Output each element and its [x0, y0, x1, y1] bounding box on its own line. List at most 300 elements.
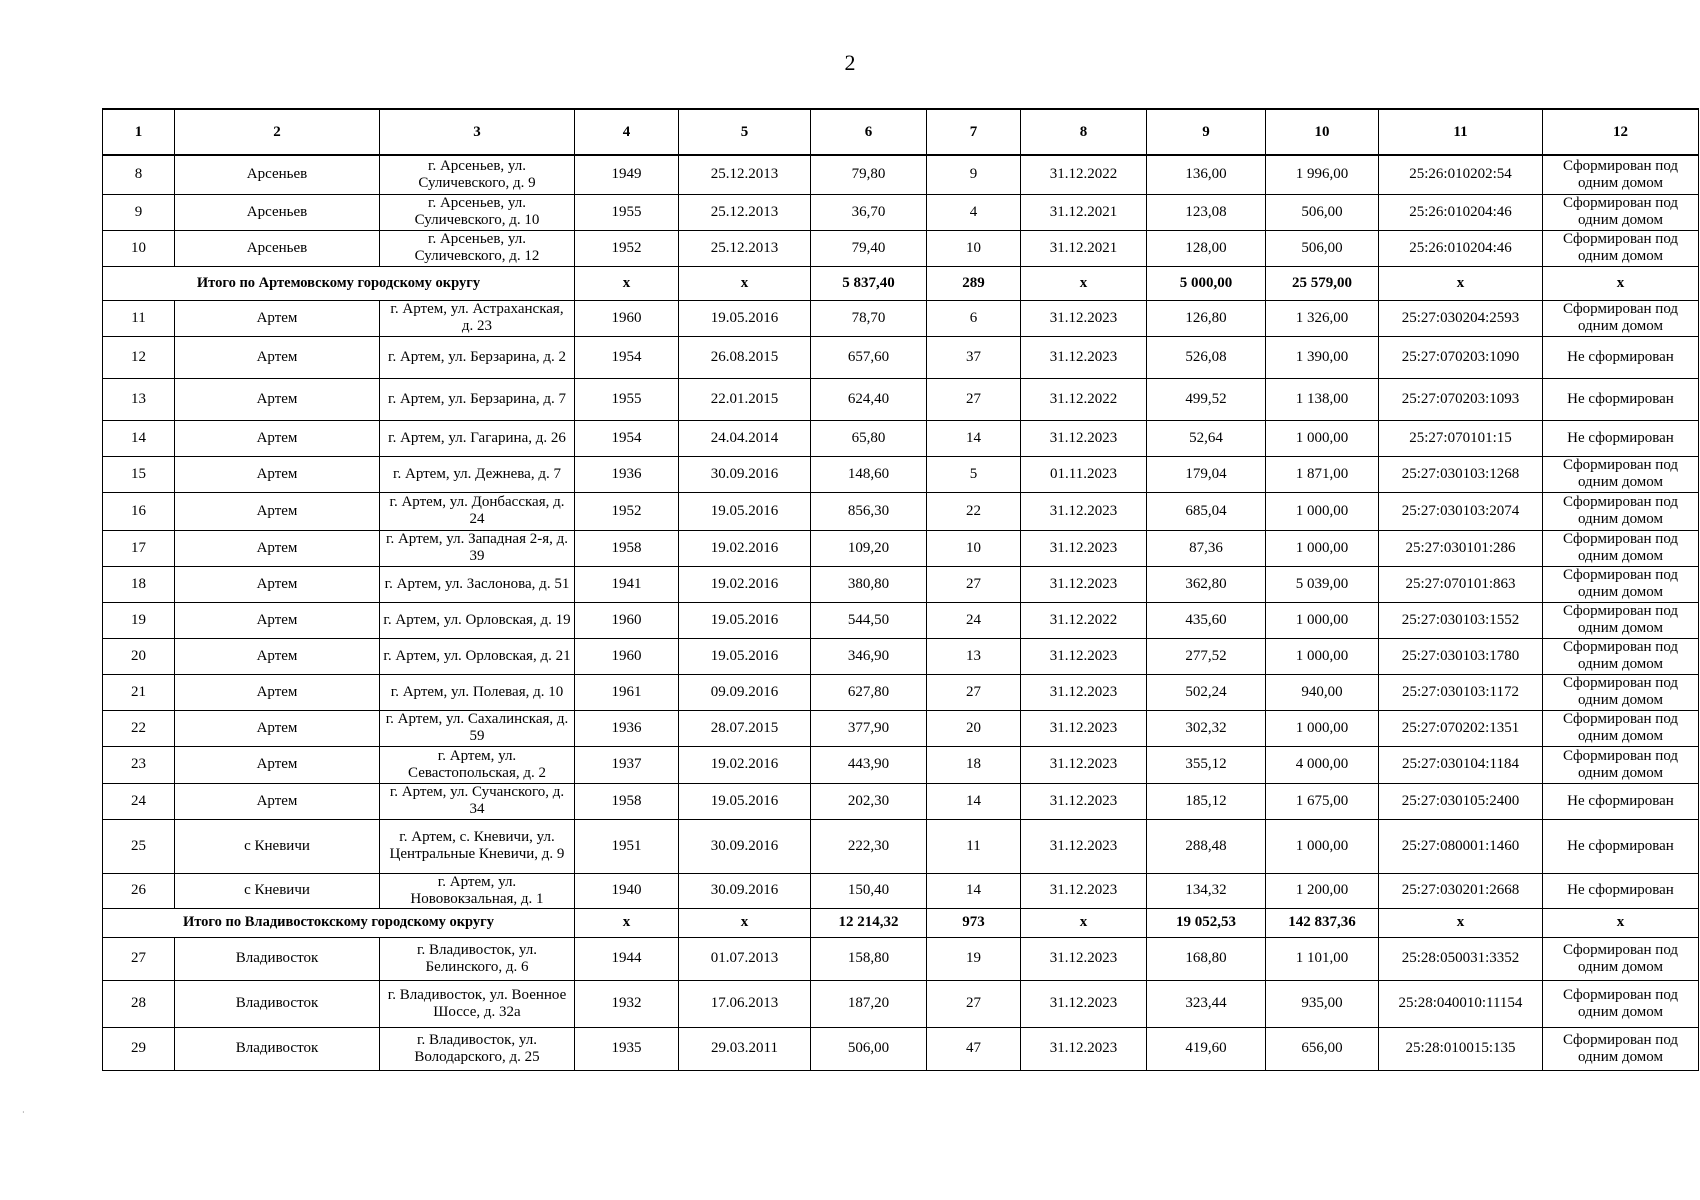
cell-cadastral-number: 25:27:070203:1090 [1379, 336, 1543, 378]
cell-resettlement-date: 31.12.2023 [1021, 420, 1147, 456]
cell-land-status: Не сформирован [1543, 783, 1699, 819]
cell-residents: 27 [927, 566, 1021, 602]
cell-cadastral-number: 25:26:010204:46 [1379, 194, 1543, 230]
cell-land-status: Сформирован под одним домом [1543, 602, 1699, 638]
cell-build-year: 1955 [575, 194, 679, 230]
table-row [103, 980, 1699, 1027]
cell-row-number: 16 [103, 492, 175, 530]
column-header: 11 [1379, 109, 1543, 155]
subtotal-cell: 5 837,40 [811, 266, 927, 300]
cell-area: 380,80 [811, 566, 927, 602]
cell-resettlement-date: 31.12.2021 [1021, 230, 1147, 266]
cell-land-cost: 1 000,00 [1266, 420, 1379, 456]
cell-cadastral-number: 25:27:030103:1172 [1379, 674, 1543, 710]
cell-settlement: Артем [175, 783, 380, 819]
cell-land-status: Сформирован под одним домом [1543, 300, 1699, 336]
column-header: 10 [1266, 109, 1379, 155]
cell-resettlement-date: 31.12.2023 [1021, 674, 1147, 710]
table-row [103, 194, 1699, 230]
table-row [103, 420, 1699, 456]
cell-resettlement-date: 31.12.2022 [1021, 155, 1147, 194]
cell-land-status: Не сформирован [1543, 819, 1699, 873]
cell-area: 187,20 [811, 980, 927, 1027]
table-row [103, 378, 1699, 420]
cell-land-area: 277,52 [1147, 638, 1266, 674]
cell-settlement: с Кневичи [175, 873, 380, 908]
cell-area: 36,70 [811, 194, 927, 230]
cell-row-number: 22 [103, 710, 175, 746]
cell-land-area: 134,32 [1147, 873, 1266, 908]
cell-settlement: Арсеньев [175, 155, 380, 194]
column-header: 9 [1147, 109, 1266, 155]
cell-land-cost: 1 000,00 [1266, 530, 1379, 566]
cell-build-year: 1937 [575, 746, 679, 783]
page-number: 2 [844, 50, 856, 75]
cell-resettlement-date: 31.12.2023 [1021, 746, 1147, 783]
cell-area: 544,50 [811, 602, 927, 638]
cell-resettlement-date: 31.12.2023 [1021, 300, 1147, 336]
column-header: 5 [679, 109, 811, 155]
column-header: 4 [575, 109, 679, 155]
cell-area: 222,30 [811, 819, 927, 873]
cell-build-year: 1958 [575, 530, 679, 566]
subtotal-row [103, 266, 1699, 300]
cell-land-status: Сформирован под одним домом [1543, 492, 1699, 530]
cell-address: г. Арсеньев, ул. Суличевского, д. 9 [380, 155, 575, 194]
cell-residents: 10 [927, 530, 1021, 566]
cell-build-year: 1958 [575, 783, 679, 819]
cell-area: 79,80 [811, 155, 927, 194]
column-header: 1 [103, 109, 175, 155]
cell-resettlement-date: 31.12.2023 [1021, 937, 1147, 980]
subtotal-cell: x [1021, 266, 1147, 300]
cell-area: 78,70 [811, 300, 927, 336]
cell-residents: 27 [927, 378, 1021, 420]
cell-emergency-date: 17.06.2013 [679, 980, 811, 1027]
cell-residents: 14 [927, 420, 1021, 456]
cell-emergency-date: 19.02.2016 [679, 746, 811, 783]
cell-cadastral-number: 25:27:070101:15 [1379, 420, 1543, 456]
cell-build-year: 1936 [575, 456, 679, 492]
cell-area: 202,30 [811, 783, 927, 819]
cell-land-area: 179,04 [1147, 456, 1266, 492]
cell-land-status: Сформирован под одним домом [1543, 530, 1699, 566]
table-row [103, 674, 1699, 710]
cell-land-cost: 1 200,00 [1266, 873, 1379, 908]
cell-land-area: 136,00 [1147, 155, 1266, 194]
cell-land-status: Сформирован под одним домом [1543, 746, 1699, 783]
cell-emergency-date: 25.12.2013 [679, 230, 811, 266]
cell-land-area: 288,48 [1147, 819, 1266, 873]
table-row [103, 566, 1699, 602]
cell-settlement: Артем [175, 674, 380, 710]
cell-land-status: Сформирован под одним домом [1543, 710, 1699, 746]
cell-land-cost: 4 000,00 [1266, 746, 1379, 783]
cell-land-cost: 1 000,00 [1266, 492, 1379, 530]
cell-residents: 47 [927, 1027, 1021, 1070]
cell-emergency-date: 24.04.2014 [679, 420, 811, 456]
table-row [103, 230, 1699, 266]
table-row [103, 746, 1699, 783]
cell-cadastral-number: 25:27:030103:2074 [1379, 492, 1543, 530]
cell-settlement: Артем [175, 420, 380, 456]
column-header: 6 [811, 109, 927, 155]
cell-land-area: 323,44 [1147, 980, 1266, 1027]
cell-cadastral-number: 25:27:030101:286 [1379, 530, 1543, 566]
cell-emergency-date: 22.01.2015 [679, 378, 811, 420]
cell-area: 79,40 [811, 230, 927, 266]
cell-residents: 4 [927, 194, 1021, 230]
cell-land-cost: 506,00 [1266, 194, 1379, 230]
table-row [103, 456, 1699, 492]
cell-address: г. Артем, ул. Сучанского, д. 34 [380, 783, 575, 819]
cell-cadastral-number: 25:27:030103:1780 [1379, 638, 1543, 674]
cell-land-status: Сформирован под одним домом [1543, 980, 1699, 1027]
cell-land-cost: 940,00 [1266, 674, 1379, 710]
cell-resettlement-date: 31.12.2023 [1021, 710, 1147, 746]
table-row [103, 300, 1699, 336]
cell-settlement: Артем [175, 530, 380, 566]
cell-land-status: Не сформирован [1543, 420, 1699, 456]
cell-settlement: Владивосток [175, 1027, 380, 1070]
header-row [103, 109, 1699, 155]
cell-residents: 22 [927, 492, 1021, 530]
cell-land-area: 302,32 [1147, 710, 1266, 746]
subtotal-row [103, 908, 1699, 937]
cell-build-year: 1941 [575, 566, 679, 602]
cell-residents: 20 [927, 710, 1021, 746]
cell-land-cost: 1 000,00 [1266, 638, 1379, 674]
cell-row-number: 21 [103, 674, 175, 710]
cell-row-number: 14 [103, 420, 175, 456]
registry-body [103, 155, 1699, 1070]
cell-row-number: 28 [103, 980, 175, 1027]
cell-land-area: 128,00 [1147, 230, 1266, 266]
cell-area: 158,80 [811, 937, 927, 980]
cell-cadastral-number: 25:27:030103:1552 [1379, 602, 1543, 638]
subtotal-cell: 25 579,00 [1266, 266, 1379, 300]
cell-emergency-date: 19.05.2016 [679, 638, 811, 674]
subtotal-cell: x [575, 908, 679, 937]
cell-settlement: Артем [175, 378, 380, 420]
cell-land-cost: 656,00 [1266, 1027, 1379, 1070]
subtotal-label: Итого по Владивостокскому городскому округу [103, 908, 575, 937]
table-row [103, 602, 1699, 638]
subtotal-cell: 5 000,00 [1147, 266, 1266, 300]
cell-build-year: 1949 [575, 155, 679, 194]
cell-emergency-date: 25.12.2013 [679, 155, 811, 194]
cell-build-year: 1960 [575, 300, 679, 336]
cell-land-area: 355,12 [1147, 746, 1266, 783]
cell-resettlement-date: 31.12.2021 [1021, 194, 1147, 230]
cell-row-number: 27 [103, 937, 175, 980]
cell-area: 109,20 [811, 530, 927, 566]
cell-settlement: Артем [175, 566, 380, 602]
cell-land-cost: 1 996,00 [1266, 155, 1379, 194]
cell-cadastral-number: 25:28:010015:135 [1379, 1027, 1543, 1070]
cell-resettlement-date: 31.12.2023 [1021, 492, 1147, 530]
cell-land-cost: 5 039,00 [1266, 566, 1379, 602]
subtotal-cell: 19 052,53 [1147, 908, 1266, 937]
subtotal-cell: 973 [927, 908, 1021, 937]
cell-land-area: 185,12 [1147, 783, 1266, 819]
cell-land-area: 526,08 [1147, 336, 1266, 378]
cell-area: 346,90 [811, 638, 927, 674]
cell-emergency-date: 19.02.2016 [679, 530, 811, 566]
cell-build-year: 1960 [575, 602, 679, 638]
cell-row-number: 10 [103, 230, 175, 266]
cell-residents: 5 [927, 456, 1021, 492]
table-row [103, 783, 1699, 819]
table-row [103, 937, 1699, 980]
cell-area: 657,60 [811, 336, 927, 378]
cell-address: г. Арсеньев, ул. Суличевского, д. 12 [380, 230, 575, 266]
cell-land-area: 502,24 [1147, 674, 1266, 710]
cell-address: г. Артем, ул. Донбасская, д. 24 [380, 492, 575, 530]
cell-settlement: Арсеньев [175, 230, 380, 266]
cell-resettlement-date: 31.12.2022 [1021, 602, 1147, 638]
cell-address: г. Артем, ул. Севастопольская, д. 2 [380, 746, 575, 783]
cell-address: г. Артем, ул. Полевая, д. 10 [380, 674, 575, 710]
cell-residents: 14 [927, 783, 1021, 819]
cell-cadastral-number: 25:26:010204:46 [1379, 230, 1543, 266]
cell-area: 624,40 [811, 378, 927, 420]
cell-emergency-date: 01.07.2013 [679, 937, 811, 980]
cell-land-cost: 935,00 [1266, 980, 1379, 1027]
subtotal-label: Итого по Артемовскому городскому округу [103, 266, 575, 300]
cell-land-area: 362,80 [1147, 566, 1266, 602]
cell-land-cost: 1 000,00 [1266, 819, 1379, 873]
cell-land-area: 52,64 [1147, 420, 1266, 456]
cell-cadastral-number: 25:27:070203:1093 [1379, 378, 1543, 420]
cell-cadastral-number: 25:28:040010:11154 [1379, 980, 1543, 1027]
column-header: 12 [1543, 109, 1699, 155]
cell-resettlement-date: 31.12.2023 [1021, 566, 1147, 602]
cell-address: г. Владивосток, ул. Военное Шоссе, д. 32а [380, 980, 575, 1027]
cell-settlement: Артем [175, 492, 380, 530]
cell-area: 65,80 [811, 420, 927, 456]
cell-land-status: Сформирован под одним домом [1543, 674, 1699, 710]
cell-row-number: 15 [103, 456, 175, 492]
cell-settlement: Артем [175, 336, 380, 378]
cell-resettlement-date: 31.12.2023 [1021, 638, 1147, 674]
cell-row-number: 29 [103, 1027, 175, 1070]
cell-row-number: 17 [103, 530, 175, 566]
cell-build-year: 1936 [575, 710, 679, 746]
cell-land-status: Сформирован под одним домом [1543, 638, 1699, 674]
cell-land-cost: 1 871,00 [1266, 456, 1379, 492]
cell-address: г. Артем, ул. Западная 2-я, д. 39 [380, 530, 575, 566]
cell-build-year: 1961 [575, 674, 679, 710]
cell-row-number: 25 [103, 819, 175, 873]
subtotal-cell: 289 [927, 266, 1021, 300]
cell-address: г. Артем, ул. Берзарина, д. 2 [380, 336, 575, 378]
subtotal-cell: x [679, 266, 811, 300]
cell-build-year: 1954 [575, 420, 679, 456]
cell-land-status: Сформирован под одним домом [1543, 937, 1699, 980]
table-row [103, 492, 1699, 530]
cell-residents: 10 [927, 230, 1021, 266]
cell-land-area: 685,04 [1147, 492, 1266, 530]
cell-area: 148,60 [811, 456, 927, 492]
cell-build-year: 1952 [575, 230, 679, 266]
cell-land-status: Сформирован под одним домом [1543, 230, 1699, 266]
cell-residents: 27 [927, 674, 1021, 710]
subtotal-cell: x [1021, 908, 1147, 937]
scan-mark: · [22, 1108, 25, 1117]
cell-emergency-date: 26.08.2015 [679, 336, 811, 378]
subtotal-cell: 142 837,36 [1266, 908, 1379, 937]
cell-area: 377,90 [811, 710, 927, 746]
cell-address: г. Артем, ул. Дежнева, д. 7 [380, 456, 575, 492]
cell-settlement: Владивосток [175, 980, 380, 1027]
cell-address: г. Артем, ул. Заслонова, д. 51 [380, 566, 575, 602]
subtotal-cell: x [679, 908, 811, 937]
column-header: 8 [1021, 109, 1147, 155]
cell-land-cost: 1 000,00 [1266, 710, 1379, 746]
cell-cadastral-number: 25:27:030105:2400 [1379, 783, 1543, 819]
cell-address: г. Владивосток, ул. Володарского, д. 25 [380, 1027, 575, 1070]
cell-land-status: Сформирован под одним домом [1543, 194, 1699, 230]
cell-emergency-date: 30.09.2016 [679, 456, 811, 492]
cell-build-year: 1932 [575, 980, 679, 1027]
table-row [103, 710, 1699, 746]
cell-resettlement-date: 31.12.2023 [1021, 1027, 1147, 1070]
cell-residents: 19 [927, 937, 1021, 980]
cell-resettlement-date: 01.11.2023 [1021, 456, 1147, 492]
table-row [103, 638, 1699, 674]
cell-land-cost: 1 000,00 [1266, 602, 1379, 638]
cell-land-area: 435,60 [1147, 602, 1266, 638]
cell-residents: 37 [927, 336, 1021, 378]
cell-cadastral-number: 25:28:050031:3352 [1379, 937, 1543, 980]
subtotal-cell: x [1379, 908, 1543, 937]
cell-settlement: с Кневичи [175, 819, 380, 873]
cell-settlement: Артем [175, 638, 380, 674]
cell-land-area: 419,60 [1147, 1027, 1266, 1070]
subtotal-cell: x [1543, 908, 1699, 937]
cell-cadastral-number: 25:27:030104:1184 [1379, 746, 1543, 783]
cell-area: 150,40 [811, 873, 927, 908]
cell-row-number: 9 [103, 194, 175, 230]
cell-land-cost: 1 390,00 [1266, 336, 1379, 378]
cell-settlement: Артем [175, 602, 380, 638]
cell-settlement: Артем [175, 746, 380, 783]
cell-build-year: 1940 [575, 873, 679, 908]
cell-cadastral-number: 25:26:010202:54 [1379, 155, 1543, 194]
cell-row-number: 20 [103, 638, 175, 674]
registry-table [102, 108, 1699, 1071]
cell-emergency-date: 30.09.2016 [679, 873, 811, 908]
cell-residents: 14 [927, 873, 1021, 908]
cell-row-number: 24 [103, 783, 175, 819]
cell-land-area: 123,08 [1147, 194, 1266, 230]
cell-address: г. Артем, с. Кневичи, ул. Центральные Кневичи, д. 9 [380, 819, 575, 873]
cell-cadastral-number: 25:27:030201:2668 [1379, 873, 1543, 908]
cell-emergency-date: 30.09.2016 [679, 819, 811, 873]
subtotal-cell: 12 214,32 [811, 908, 927, 937]
cell-resettlement-date: 31.12.2023 [1021, 819, 1147, 873]
cell-land-area: 126,80 [1147, 300, 1266, 336]
cell-residents: 24 [927, 602, 1021, 638]
subtotal-cell: x [1543, 266, 1699, 300]
cell-row-number: 13 [103, 378, 175, 420]
cell-settlement: Арсеньев [175, 194, 380, 230]
cell-land-status: Сформирован под одним домом [1543, 1027, 1699, 1070]
cell-cadastral-number: 25:27:030103:1268 [1379, 456, 1543, 492]
cell-address: г. Артем, ул. Гагарина, д. 26 [380, 420, 575, 456]
cell-cadastral-number: 25:27:030204:2593 [1379, 300, 1543, 336]
cell-resettlement-date: 31.12.2023 [1021, 980, 1147, 1027]
cell-address: г. Арсеньев, ул. Суличевского, д. 10 [380, 194, 575, 230]
cell-land-area: 499,52 [1147, 378, 1266, 420]
cell-row-number: 19 [103, 602, 175, 638]
cell-build-year: 1935 [575, 1027, 679, 1070]
cell-row-number: 18 [103, 566, 175, 602]
cell-settlement: Артем [175, 456, 380, 492]
cell-address: г. Владивосток, ул. Белинского, д. 6 [380, 937, 575, 980]
subtotal-cell: x [575, 266, 679, 300]
cell-resettlement-date: 31.12.2023 [1021, 336, 1147, 378]
cell-emergency-date: 28.07.2015 [679, 710, 811, 746]
cell-cadastral-number: 25:27:070202:1351 [1379, 710, 1543, 746]
table-row [103, 873, 1699, 908]
table-row [103, 155, 1699, 194]
cell-emergency-date: 29.03.2011 [679, 1027, 811, 1070]
cell-residents: 9 [927, 155, 1021, 194]
cell-cadastral-number: 25:27:070101:863 [1379, 566, 1543, 602]
cell-build-year: 1952 [575, 492, 679, 530]
cell-resettlement-date: 31.12.2022 [1021, 378, 1147, 420]
cell-land-area: 87,36 [1147, 530, 1266, 566]
cell-address: г. Артем, ул. Орловская, д. 21 [380, 638, 575, 674]
table-row [103, 1027, 1699, 1070]
subtotal-cell: x [1379, 266, 1543, 300]
column-header: 7 [927, 109, 1021, 155]
column-header: 2 [175, 109, 380, 155]
cell-resettlement-date: 31.12.2023 [1021, 530, 1147, 566]
cell-land-status: Сформирован под одним домом [1543, 456, 1699, 492]
cell-emergency-date: 19.05.2016 [679, 783, 811, 819]
cell-land-area: 168,80 [1147, 937, 1266, 980]
cell-address: г. Артем, ул. Сахалинская, д. 59 [380, 710, 575, 746]
cell-area: 627,80 [811, 674, 927, 710]
cell-row-number: 12 [103, 336, 175, 378]
cell-build-year: 1960 [575, 638, 679, 674]
cell-residents: 11 [927, 819, 1021, 873]
cell-address: г. Артем, ул. Астраханская, д. 23 [380, 300, 575, 336]
cell-land-status: Не сформирован [1543, 336, 1699, 378]
column-header: 3 [380, 109, 575, 155]
cell-area: 856,30 [811, 492, 927, 530]
cell-settlement: Артем [175, 300, 380, 336]
cell-land-cost: 1 138,00 [1266, 378, 1379, 420]
table-row [103, 819, 1699, 873]
cell-row-number: 23 [103, 746, 175, 783]
cell-area: 443,90 [811, 746, 927, 783]
cell-residents: 18 [927, 746, 1021, 783]
cell-address: г. Артем, ул. Берзарина, д. 7 [380, 378, 575, 420]
cell-residents: 13 [927, 638, 1021, 674]
cell-emergency-date: 19.05.2016 [679, 492, 811, 530]
cell-row-number: 8 [103, 155, 175, 194]
cell-land-status: Сформирован под одним домом [1543, 155, 1699, 194]
cell-emergency-date: 09.09.2016 [679, 674, 811, 710]
cell-row-number: 11 [103, 300, 175, 336]
cell-residents: 27 [927, 980, 1021, 1027]
cell-address: г. Артем, ул. Орловская, д. 19 [380, 602, 575, 638]
cell-build-year: 1955 [575, 378, 679, 420]
